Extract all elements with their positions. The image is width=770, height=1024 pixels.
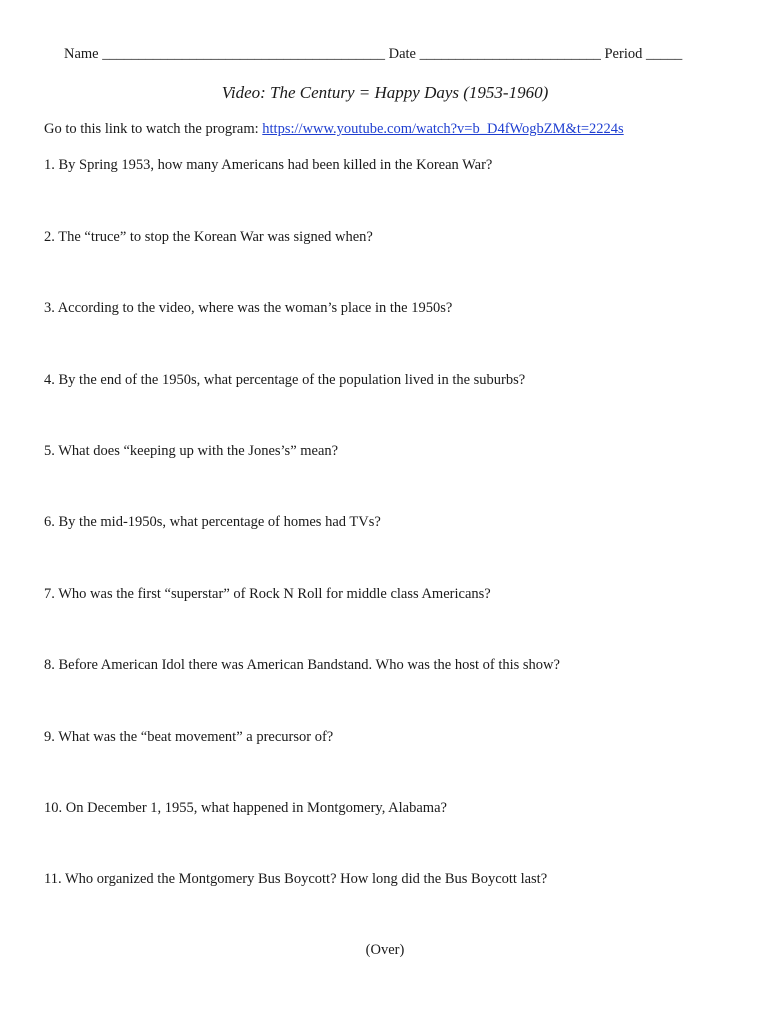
question-4: 4. By the end of the 1950s, what percentage of the population lived in the suburbs?	[44, 372, 526, 388]
link-prefix-text: Go to this link to watch the program:	[44, 121, 263, 137]
worksheet-title: Video: The Century = Happy Days (1953-1960)	[221, 83, 549, 102]
question-6: 6. By the mid-1950s, what percentage of homes had TVs?	[44, 514, 381, 530]
question-8: 8. Before American Idol there was American Bandstand. Who was the host of this show?	[44, 657, 560, 673]
question-9: 9. What was the “beat movement” a precursor of?	[44, 729, 334, 745]
over-footer: (Over)	[365, 942, 405, 958]
question-3: 3. According to the video, where was the woman’s place in the 1950s?	[44, 300, 453, 316]
name-date-period-line: Name _______________________________________ Date _________________________ Period _____	[64, 46, 683, 62]
question-2: 2. The “truce” to stop the Korean War was signed when?	[44, 229, 373, 245]
question-5: 5. What does “keeping up with the Jones’s” mean?	[44, 443, 339, 459]
question-7: 7. Who was the first “superstar” of Rock N Roll for middle class Americans?	[44, 586, 491, 602]
question-11: 11. Who organized the Montgomery Bus Boycott? How long did the Bus Boycott last?	[44, 871, 548, 887]
question-1: 1. By Spring 1953, how many Americans had been killed in the Korean War?	[44, 157, 493, 173]
video-link-line	[44, 121, 624, 138]
youtube-link[interactable]: https://www.youtube.com/watch?v=b_D4fWogbZM&t=2224s	[262, 121, 624, 137]
question-10: 10. On December 1, 1955, what happened in Montgomery, Alabama?	[44, 800, 447, 816]
